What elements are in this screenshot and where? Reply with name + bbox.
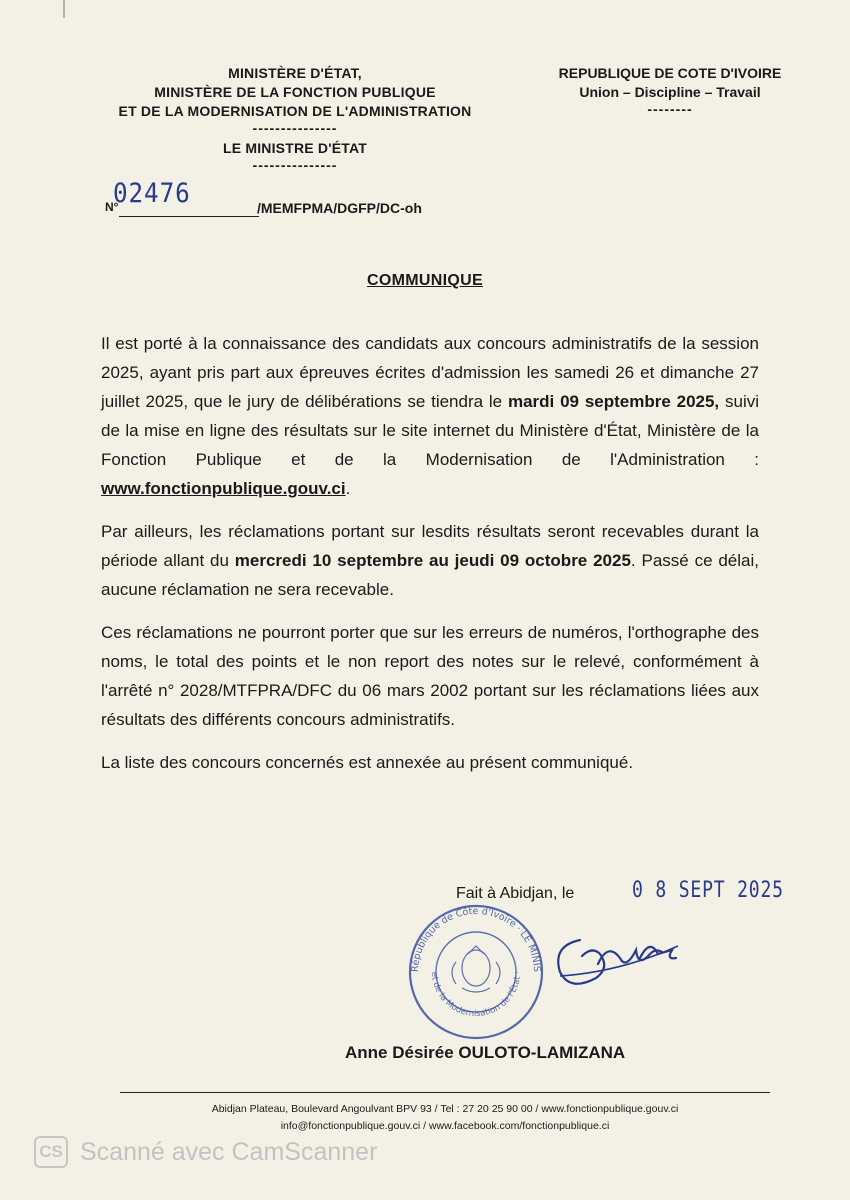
reference-underline <box>119 216 259 217</box>
paragraph-1-text-a: Il est porté à la connaissance des candidats aux concours administratifs de la session 2025, ayant pris part aux épreuves écrites d'admission les samedi 26 et dimanche 27 juillet 2025, que le jury de délibérations se tiendra le <box>101 334 759 411</box>
signer-name: Anne Désirée OULOTO-LAMIZANA <box>345 1043 626 1062</box>
republic-separator: -------- <box>647 101 693 117</box>
reference-number <box>105 178 525 218</box>
place-line: Fait à Abidjan, le <box>456 885 575 902</box>
claim-period: mercredi 10 septembre au jeudi 09 octobre 2025 <box>234 551 631 570</box>
republic-motto: Union – Discipline – Travail <box>579 84 761 100</box>
header-separator: --------------- <box>252 120 338 136</box>
date-stamp: 0 8 SEPT 2025 <box>632 878 784 903</box>
paragraph-2-text-a: Par ailleurs, les réclamations portant sur lesdits résultats seront recevables durant la période allant du <box>101 522 759 570</box>
seal-inner-text: et de la Modernisation de l'État · <box>428 971 524 1020</box>
seal-outer-text: République de Côte d'Ivoire · LE MINIS <box>409 905 543 973</box>
footer-line-2: info@fonctionpublique.gouv.ci / www.facebook.com/fonctionpublique.ci <box>280 1120 610 1132</box>
paragraph-1-end: . <box>345 479 351 498</box>
ministry-header <box>60 64 530 172</box>
republic-name: REPUBLIQUE DE COTE D'IVOIRE <box>558 65 782 81</box>
paragraph-1 <box>101 329 759 503</box>
footer-line-1: Abidjan Plateau, Boulevard Angoulvant BPV 93 / Tel : 27 20 25 90 00 / www.fonctionpublique.gouv.ci <box>211 1103 679 1115</box>
deliberation-date: mardi 09 septembre 2025, <box>507 392 720 411</box>
reference-prefix: N° <box>105 200 119 214</box>
reference-stamped-number: 02476 <box>113 178 191 209</box>
reference-suffix: /MEMFPMA/DGFP/DC-oh <box>257 200 422 216</box>
republic-header <box>515 64 825 116</box>
camscanner-logo-icon: CS <box>34 1136 68 1168</box>
communique-body <box>101 329 759 791</box>
ministry-line-1: MINISTÈRE D'ÉTAT, <box>228 65 362 81</box>
footer-contact <box>120 1101 770 1135</box>
minister-title: LE MINISTRE D'ÉTAT <box>222 140 368 156</box>
footer-divider <box>120 1092 770 1093</box>
paragraph-4: La liste des concours concernés est annexée au présent communiqué. <box>101 753 634 772</box>
signature-icon <box>540 920 690 1000</box>
ministry-line-2: MINISTÈRE DE LA FONCTION PUBLIQUE <box>154 84 436 100</box>
header-separator-2: --------------- <box>252 157 338 173</box>
ministry-line-3: ET DE LA MODERNISATION DE L'ADMINISTRATION <box>118 103 472 119</box>
paragraph-2-text-b: . Passé ce délai, aucune réclamation ne sera recevable. <box>101 551 759 599</box>
camscanner-text: Scanné avec CamScanner <box>80 1137 378 1166</box>
paragraph-3: Ces réclamations ne pourront porter que sur les erreurs de numéros, l'orthographe des noms, le total des points et le non report des notes sur le relevé, conformément à l'arrêté n° 2028/MTFPRA/DFC du 06 mars 2002 portant sur les réclamations liées aux résultats des différents concours administratifs. <box>101 623 759 729</box>
paragraph-2 <box>101 517 759 604</box>
document-title: COMMUNIQUE <box>367 272 483 289</box>
website-link[interactable]: www.fonctionpublique.gouv.ci <box>101 479 346 498</box>
scan-mark <box>62 0 66 18</box>
camscanner-watermark <box>34 1134 377 1170</box>
paragraph-1-text-b: suivi de la mise en ligne des résultats sur le site internet du Ministère d'État, Ministère de la Fonction Publique et de la Modernisation de l'Administration : <box>101 392 760 469</box>
